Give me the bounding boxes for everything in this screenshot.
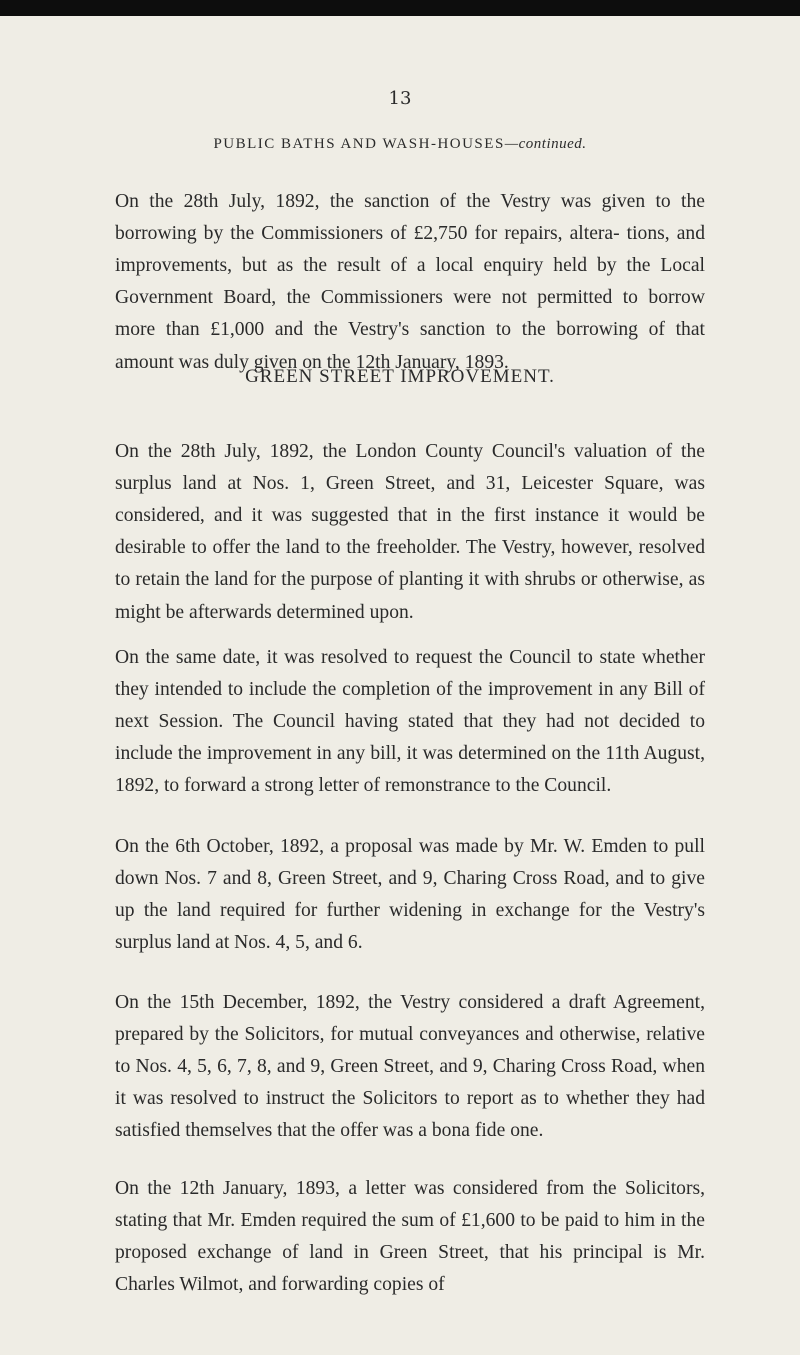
- running-head: [0, 136, 800, 153]
- paragraph-draft-agreement: On the 15th December, 1892, the Vestry considered a draft Agreement, prepared by the Solicitors, for mutual conveyances and otherwise, relative to Nos. 4, 5, 6, 7, 8, and 9, Green Street, and 9, Charing Cross Road, when it was resolved to instruct the Solicitors to report as to whether they had satisfied themselves that the offer was a bona fide one.: [115, 991, 705, 1142]
- page-number: 13: [388, 88, 412, 109]
- paragraph-emden-proposal: On the 6th October, 1892, a proposal was made by Mr. W. Emden to pull down Nos. 7 and 8, Green Street, and 9, Charing Cross Road, and to give up the land required for further widening in exchange for the Vestry's surplus land at Nos. 4, 5, and 6.: [115, 835, 705, 954]
- paragraph-baths-sanction: On the 28th July, 1892, the sanction of the Vestry was given to the borrowing by the Commissioners of £2,750 for repairs, altera- tions, and improvements, but as the result of a local enquiry held by the Local Government Board, the Commissioners were not permitted to borrow more than £1,000 and the Vestry's sanction to the borrowing of that amount was duly given on the 12th January, 1893.: [115, 190, 705, 373]
- paragraph-solicitors-letter: On the 12th January, 1893, a letter was considered from the Solicitors, stating that Mr. Emden required the sum of £1,600 to be paid to him in the proposed exchange of land in Green Street, that his principal is Mr. Charles Wilmot, and forwarding copies of: [115, 1177, 705, 1296]
- scan-top-edge: [0, 0, 800, 16]
- running-head-title: PUBLIC BATHS AND WASH-HOUSES: [213, 136, 505, 152]
- document-page: [0, 16, 800, 1355]
- paragraph-surplus-land: On the 28th July, 1892, the London County Council's valuation of the surplus land at Nos. 1, Green Street, and 31, Leicester Square, was considered, and it was suggested that in the first instance it would be desirable to offer the land to the freeholder. The Vestry, however, resolved to retain the land for the purpose of planting it with shrubs or otherwise, as might be afterwards determined upon.: [115, 440, 705, 623]
- section-heading-green-street: GREEN STREET IMPROVEMENT.: [245, 366, 555, 387]
- paragraph-council-bill: On the same date, it was resolved to request the Council to state whether they intended to include the completion of the improvement in any Bill of next Session. The Council having stated that they had not decided to include the improvement in any bill, it was determined on the 11th August, 1892, to forward a strong letter of remonstrance to the Council.: [115, 646, 705, 797]
- running-head-continued: —continued.: [504, 136, 587, 152]
